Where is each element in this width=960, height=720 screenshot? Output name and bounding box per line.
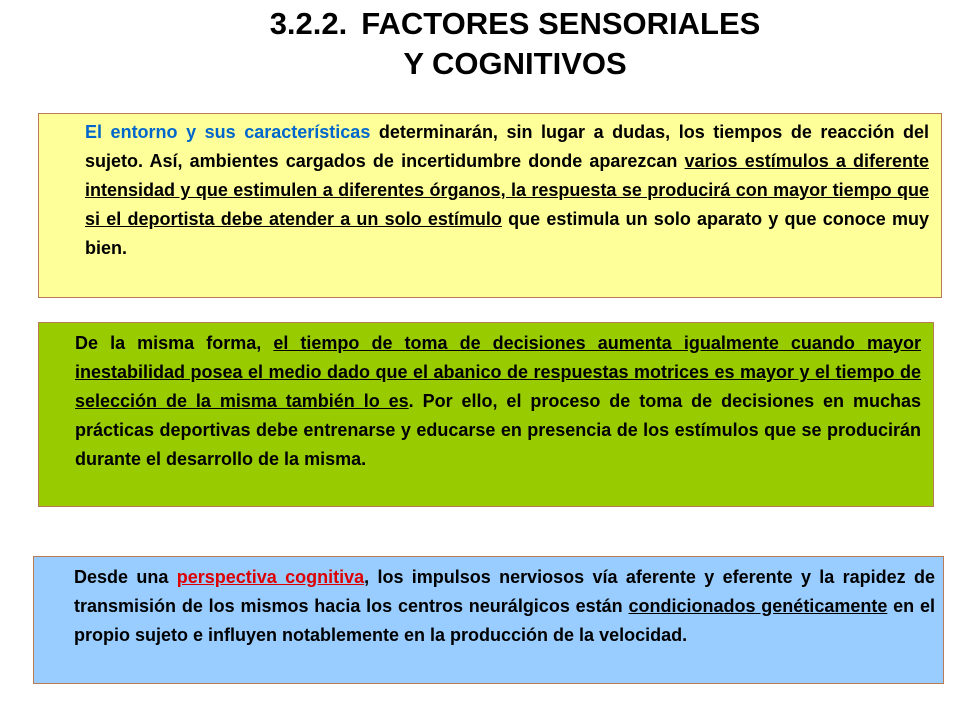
highlight-cognitive-perspective: perspectiva cognitiva	[176, 567, 365, 587]
text-segment: en el propio sujeto e influyen notablemente en la producción de la velocidad.	[74, 596, 935, 645]
text-segment: . Por ello, el proceso de toma de decisiones en muchas prácticas deportivas debe entrenarse y educarse en presencia de los estímulos que se producirán durante el desarrollo de la misma.	[75, 391, 921, 469]
page-title	[0, 4, 960, 84]
section-number: 3.2.2.	[269, 6, 348, 41]
paragraph-decisions	[75, 329, 921, 474]
text-segment: determinarán, sin lugar a dudas, los tiempos de reacción del sujeto. Así, ambientes cargados de incertidumbre donde aparezcan	[85, 122, 930, 171]
underlined-segment: condicionados genéticamente	[628, 596, 888, 616]
highlight-environment: El entorno y sus características	[85, 122, 371, 142]
text-segment: De la misma forma,	[75, 333, 274, 353]
text-segment: Desde una	[74, 567, 177, 587]
text-segment: que estimula un solo aparato y que conoce muy bien.	[85, 209, 930, 258]
title-line-1	[0, 4, 960, 44]
paragraph-environment	[85, 118, 929, 263]
title-text-1: FACTORES SENSORIALES	[361, 6, 761, 41]
title-line-2: Y COGNITIVOS	[403, 46, 627, 81]
underlined-segment: varios estímulos a diferente intensidad y que estimulen a diferentes órganos, la respuesta se producirá con mayor tiempo que si el deportista debe atender a un solo estímulo	[85, 151, 930, 229]
paragraph-cognitive	[74, 563, 935, 650]
blue-text-box	[33, 556, 944, 684]
text-segment: , los impulsos nerviosos vía aferente y eferente y la rapidez de transmisión de los mismos hacia los centros neurálgicos están	[74, 567, 935, 616]
underlined-segment: el tiempo de toma de decisiones aumenta igualmente cuando mayor inestabilidad posea el medio dado que el abanico de respuestas motrices es mayor y el tiempo de selección de la misma también lo es	[75, 333, 921, 411]
yellow-text-box	[38, 113, 942, 298]
green-text-box	[38, 322, 934, 507]
